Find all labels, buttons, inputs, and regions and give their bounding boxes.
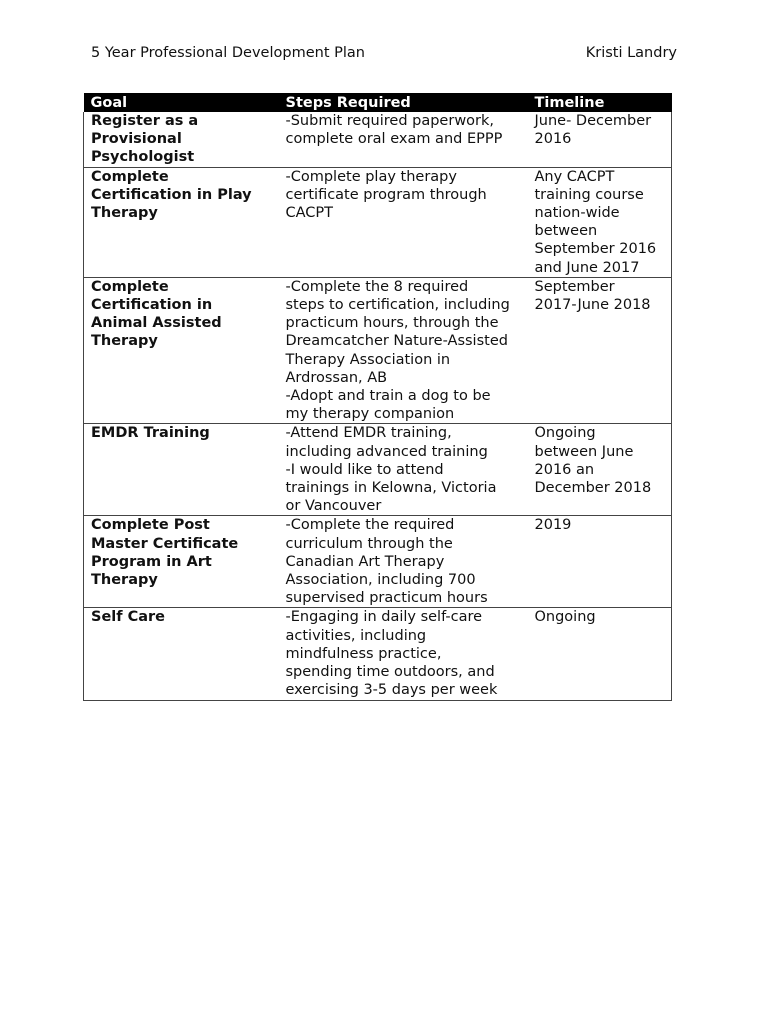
author-name: Kristi Landry [585,45,677,61]
column-header-goal: Goal [84,93,279,112]
column-header-timeline: Timeline [528,93,672,112]
timeline-cell: 2019 [528,516,672,608]
development-plan-table [83,93,672,701]
table-row [84,167,672,277]
steps-cell: -Complete play therapy certificate program through CACPT [279,167,528,277]
document-title: 5 Year Professional Development Plan [91,45,365,61]
steps-cell: -Complete the required curriculum through the Canadian Art Therapy Association, including 700 supervised practicum hours [279,516,528,608]
table-row [84,516,672,608]
goal-cell: Complete Certification in Animal Assisted Therapy [84,277,279,424]
goal-cell: EMDR Training [84,424,279,516]
timeline-cell: September 2017-June 2018 [528,277,672,424]
steps-cell: -Attend EMDR training, including advanced training -I would like to attend trainings in Kelowna, Victoria or Vancouver [279,424,528,516]
goal-cell: Complete Certification in Play Therapy [84,167,279,277]
timeline-cell: Ongoing between June 2016 an December 2018 [528,424,672,516]
table-row [84,112,672,167]
timeline-cell: June- December 2016 [528,112,672,167]
table-header-row [84,93,672,112]
steps-cell: -Submit required paperwork, complete oral exam and EPPP [279,112,528,167]
table-row [84,277,672,424]
timeline-cell: Any CACPT training course nation-wide between September 2016 and June 2017 [528,167,672,277]
table-row [84,608,672,700]
steps-cell: -Engaging in daily self-care activities, including mindfulness practice, spending time outdoors, and exercising 3-5 days per week [279,608,528,700]
goal-cell: Register as a Provisional Psychologist [84,112,279,167]
steps-cell: -Complete the 8 required steps to certification, including practicum hours, through the Dreamcatcher Nature-Assisted Therapy Association in Ardrossan, AB -Adopt and train a dog to be my therapy companion [279,277,528,424]
goal-cell: Complete Post Master Certificate Program in Art Therapy [84,516,279,608]
timeline-cell: Ongoing [528,608,672,700]
column-header-steps: Steps Required [279,93,528,112]
goal-cell: Self Care [84,608,279,700]
table-row [84,424,672,516]
